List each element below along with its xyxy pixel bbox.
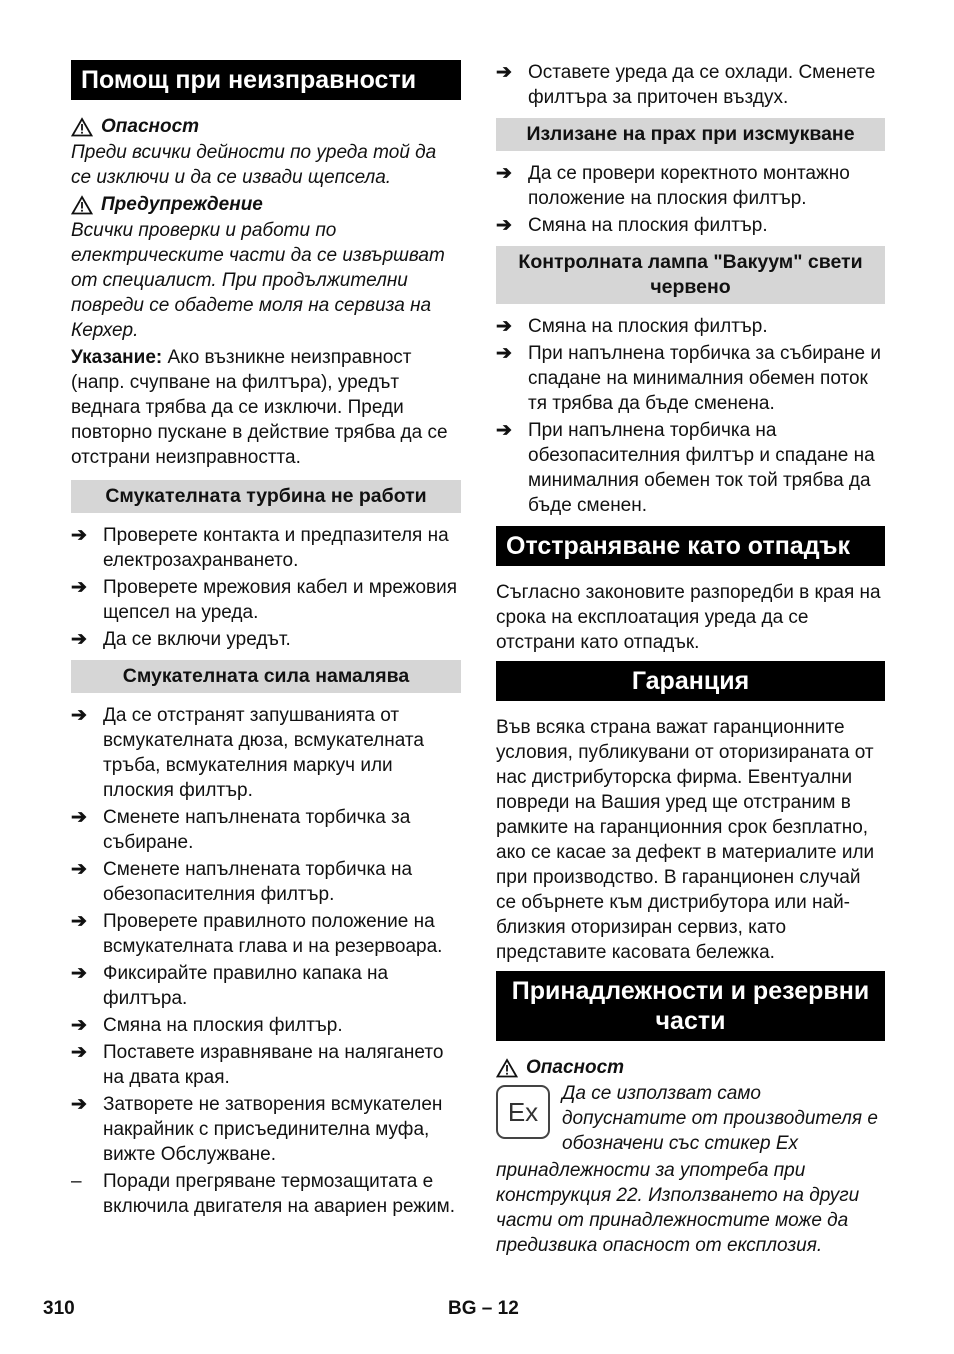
arrow-icon: ➔ (71, 1042, 87, 1063)
arrow-icon: ➔ (496, 62, 512, 83)
warning-triangle-icon (496, 1058, 518, 1078)
list-item: ➔ Проверете контакта и предпазителя на електрозахранването. (71, 525, 449, 571)
dust-list (496, 161, 885, 238)
note-paragraph (71, 345, 461, 470)
right-column (496, 60, 885, 1260)
arrow-icon: ➔ (71, 525, 87, 546)
list-item-dash: – Поради прегряване термозащитата е включила двигателя на авариен режим. (71, 1171, 455, 1217)
page-code: BG – 12 (448, 1298, 519, 1319)
danger-text-side: Да се използват само допуснатите от производителя е обозначени със стикер Ex (562, 1083, 878, 1154)
note-text: Ако възникне неизправност (напр. счупване на филтъра), уредът веднага трябва да се изключи. Преди повторно пускане в действие трябва да се отстрани неизправността. (71, 347, 448, 468)
note-label: Указание: (71, 347, 163, 368)
arrow-icon: ➔ (496, 420, 512, 441)
suction-power-list (71, 703, 461, 1219)
list-item: ➔ Оставете уреда да се охлади. Сменете филтъра за приточен въздух. (496, 62, 876, 108)
section-title-disposal: Отстраняване като отпадък (496, 526, 885, 566)
list-item: ➔ Проверете мрежовия кабел и мрежовия щепсел на уреда. (71, 577, 458, 623)
page-number: 310 (43, 1298, 75, 1319)
list-item: ➔ Смяна на плоския филтър. (496, 215, 768, 236)
warning-triangle-icon (71, 195, 93, 215)
list-item: ➔ Поставете изравняване на налягането на двата края. (71, 1042, 444, 1088)
list-item: ➔ Да се отстранят запушванията от всмукателната дюза, всмукателната тръба, всмукателния маркуч или плоския филтър. (71, 705, 424, 801)
arrow-icon: ➔ (496, 215, 512, 236)
list-item: ➔ Сменете напълнената торбичка на обезопасителния филтър. (71, 859, 413, 905)
ex-danger-block (496, 1081, 885, 1158)
ex-explosion-protection-icon: Ex (496, 1085, 550, 1139)
arrow-icon: ➔ (71, 807, 87, 828)
list-item: ➔ Да се провери коректното монтажно положение на плоския филтър. (496, 163, 850, 209)
danger-heading (496, 1055, 885, 1081)
arrow-icon: ➔ (71, 911, 87, 932)
warning-heading (71, 192, 461, 218)
turbine-list (71, 523, 461, 652)
warning-text: Всички проверки и работи по електрическите части да се извършват от специалист. При продължителни повреди се обадете моля на сервиза на Керхер. (71, 220, 445, 341)
dash-icon: – (71, 1171, 82, 1192)
arrow-icon: ➔ (71, 705, 87, 726)
section-title-accessories: Принадлежности и резервни части (496, 971, 885, 1041)
list-item: ➔ При напълнена торбичка за събиране и спадане на минималния обемен поток тя трябва да бъде сменена. (496, 343, 881, 414)
section-title-troubleshooting: Помощ при неизправности (71, 60, 461, 100)
list-item: ➔ Смяна на плоския филтър. (496, 316, 768, 337)
subsection-title-vacuum-lamp: Контролната лампа "Вакуум" свети червено (496, 246, 885, 304)
list-item: ➔ Проверете правилното положение на всмукателната глава и на резервоара. (71, 911, 443, 957)
arrow-icon: ➔ (496, 343, 512, 364)
vacuum-lamp-list (496, 314, 885, 518)
subsection-title-suction-power: Смукателната сила намалява (71, 660, 461, 693)
arrow-icon: ➔ (71, 963, 87, 984)
danger-text-rest: принадлежности за употреба при конструкция 22. Използването на други части от принадлежностите може да предизвика опасност от експлозия. (496, 1160, 860, 1256)
disposal-text: Съгласно законовите разпоредби в края на срока на експлоатация уреда да се отстрани като отпадък. (496, 582, 881, 653)
subsection-title-dust: Излизане на прах при изсмукване (496, 118, 885, 151)
list-item: ➔ Смяна на плоския филтър. (71, 1015, 343, 1036)
danger-text: Преди всички дейности по уреда той да се изключи и да се извади щепсела. (71, 142, 437, 188)
arrow-icon: ➔ (71, 859, 87, 880)
list-item: ➔ Фиксирайте правилно капака на филтъра. (71, 963, 389, 1009)
arrow-icon: ➔ (71, 629, 87, 650)
list-item: ➔ При напълнена торбичка на обезопасителния филтър и спадане на минималния обемен ток той трябва да бъде сменен. (496, 420, 875, 516)
danger-heading (71, 114, 461, 140)
left-column (71, 60, 461, 1227)
arrow-icon: ➔ (71, 577, 87, 598)
list-item: ➔ Сменете напълнената торбичка за събиране. (71, 807, 411, 853)
danger-label: Опасност (101, 116, 200, 137)
arrow-icon: ➔ (496, 316, 512, 337)
section-title-warranty: Гаранция (496, 661, 885, 701)
arrow-icon: ➔ (496, 163, 512, 184)
list-item: ➔ Затворете не затворения всмукателен накрайник с присъединителна муфа, вижте Обслужване. (71, 1094, 443, 1165)
warning-label: Предупреждение (101, 194, 263, 215)
danger-label: Опасност (526, 1057, 625, 1078)
cooling-list (496, 60, 885, 110)
subsection-title-turbine: Смукателната турбина не работи (71, 480, 461, 513)
warning-triangle-icon (71, 117, 93, 137)
warranty-text: Във всяка страна важат гаранционните условия, публикувани от оторизираната от нас дистрибуторска фирма. Евентуални повреди на Вашия уред ще отстраним в рамките на гаранционния срок безплатно, ако се касае за дефект в материалите или при производство. В гаранционен случай се обърнете към дистрибутора или най-близкия оторизиран сервиз, като представите касовата бележка. (496, 717, 875, 963)
arrow-icon: ➔ (71, 1015, 87, 1036)
arrow-icon: ➔ (71, 1094, 87, 1115)
list-item: ➔ Да се включи уредът. (71, 629, 291, 650)
